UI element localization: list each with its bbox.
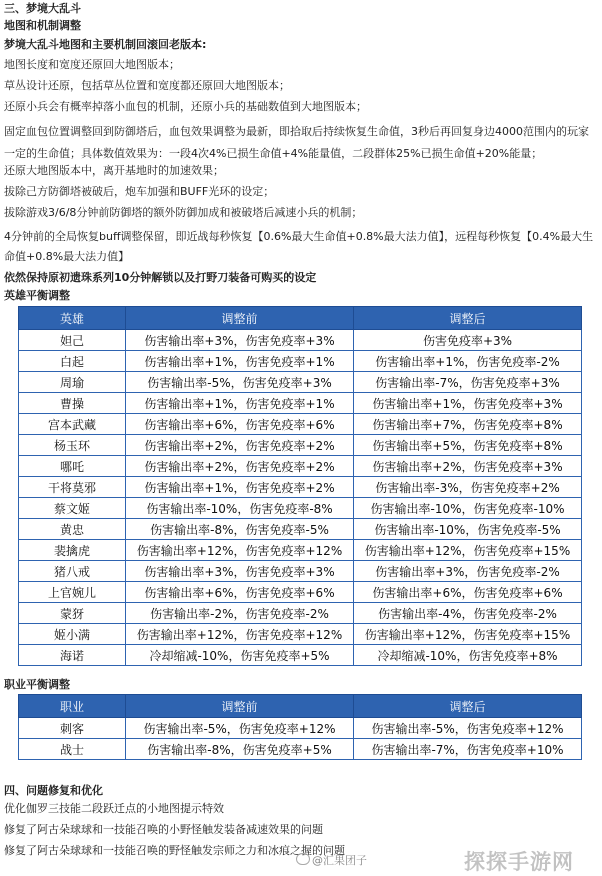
section3-line: 地图长度和宽度还原回大地图版本； (4, 58, 180, 71)
section4-line: 修复了阿古朵球球和一技能召唤的野怪触发宗师之力和冰痕之握的问题 (4, 844, 345, 857)
table-row (19, 414, 582, 435)
name-cell: 海诺 (19, 645, 126, 666)
table-row (19, 498, 582, 519)
table-row (19, 718, 582, 739)
table-row (19, 519, 582, 540)
after-cell: 伤害输出率-7%，伤害免疫率+10% (354, 739, 582, 760)
col-header-after: 调整后 (354, 695, 582, 718)
after-cell: 伤害输出率+5%，伤害免疫率+8% (354, 435, 582, 456)
after-cell: 伤害输出率+3%，伤害免疫率-2% (354, 561, 582, 582)
after-cell: 伤害输出率-5%，伤害免疫率+12% (354, 718, 582, 739)
before-cell: 伤害输出率+6%，伤害免疫率+6% (126, 414, 354, 435)
after-cell: 冷却缩减-10%，伤害免疫率+8% (354, 645, 582, 666)
name-cell: 妲己 (19, 330, 126, 351)
table-row (19, 351, 582, 372)
after-cell: 伤害输出率-10%，伤害免疫率-10% (354, 498, 582, 519)
table-row (19, 540, 582, 561)
name-cell: 蔡文姬 (19, 498, 126, 519)
watermark-text: @汇果团子 (312, 854, 367, 867)
after-cell: 伤害输出率+6%，伤害免疫率+6% (354, 582, 582, 603)
before-cell: 伤害输出率-8%，伤害免疫率-5% (126, 519, 354, 540)
table-row (19, 739, 582, 760)
name-cell: 姬小满 (19, 624, 126, 645)
name-cell: 猪八戒 (19, 561, 126, 582)
name-cell: 上官婉儿 (19, 582, 126, 603)
name-cell: 杨玉环 (19, 435, 126, 456)
after-cell: 伤害输出率+12%，伤害免疫率+15% (354, 540, 582, 561)
after-cell: 伤害输出率+12%，伤害免疫率+15% (354, 624, 582, 645)
weibo-icon (296, 853, 310, 865)
name-cell: 刺客 (19, 718, 126, 739)
section3-line: 拔除游戏3/6/8分钟前防御塔的额外防御加成和被破塔后减速小兵的机制； (4, 206, 363, 219)
hero-balance-table (18, 306, 582, 666)
name-cell: 哪吒 (19, 456, 126, 477)
table-row (19, 456, 582, 477)
class-table-header-row (19, 695, 582, 718)
after-cell: 伤害输出率+2%，伤害免疫率+3% (354, 456, 582, 477)
name-cell: 黄忠 (19, 519, 126, 540)
name-cell: 宫本武藏 (19, 414, 126, 435)
name-cell: 曹操 (19, 393, 126, 414)
before-cell: 伤害输出率+1%，伤害免疫率+1% (126, 351, 354, 372)
class-balance-table (18, 694, 582, 760)
after-cell: 伤害输出率-3%，伤害免疫率+2% (354, 477, 582, 498)
after-cell: 伤害免疫率+3% (354, 330, 582, 351)
before-cell: 伤害输出率+3%，伤害免疫率+3% (126, 330, 354, 351)
name-cell: 战士 (19, 739, 126, 760)
class-table-body (19, 718, 582, 760)
before-cell: 伤害输出率+12%，伤害免疫率+12% (126, 624, 354, 645)
table-row (19, 477, 582, 498)
section3-line: 4分钟前的全局恢复buff调整保留，即近战每秒恢复【0.6%最大生命值+0.8%最大法力值】，远程每秒恢复【0.4%最大生命值+0.8%最大法力值】 (4, 230, 594, 263)
after-cell: 伤害输出率-4%，伤害免疫率-2% (354, 603, 582, 624)
table-row (19, 330, 582, 351)
table-row (19, 435, 582, 456)
section3-line: 固定血包位置调整回到防御塔后，血包效果调整为最新，即拾取后持续恢复生命值，3秒后再回复身边4000范围内的玩家一定的生命值；具体数值效果为：一段4次4%已损生命值+4%能量值，二段群体25%已损生命值+20%能量； (4, 125, 589, 160)
hero-table-header-row (19, 307, 582, 330)
hero-table-title: 英雄平衡调整 (4, 289, 70, 302)
col-header-hero: 英雄 (19, 307, 126, 330)
section3-line: 还原小兵会有概率掉落小血包的机制，还原小兵的基础数值到大地图版本； (4, 100, 367, 113)
table-row (19, 603, 582, 624)
section3-heading: 三、梦境大乱斗 (4, 2, 81, 15)
section3-line: 草丛设计还原，包括草丛位置和宽度都还原回大地图版本； (4, 79, 290, 92)
before-cell: 伤害输出率+3%，伤害免疫率+3% (126, 561, 354, 582)
before-cell: 伤害输出率+1%，伤害免疫率+1% (126, 393, 354, 414)
col-header-class: 职业 (19, 695, 126, 718)
col-header-before: 调整前 (126, 695, 354, 718)
table-row (19, 561, 582, 582)
name-cell: 白起 (19, 351, 126, 372)
after-cell: 伤害输出率-7%，伤害免疫率+3% (354, 372, 582, 393)
table-row (19, 372, 582, 393)
hero-table-body (19, 330, 582, 666)
site-logo: 探探手游网 (464, 850, 574, 874)
after-cell: 伤害输出率+7%，伤害免疫率+8% (354, 414, 582, 435)
section3-lead: 梦境大乱斗地图和主要机制回滚回老版本: (4, 38, 207, 51)
before-cell: 伤害输出率-8%，伤害免疫率+5% (126, 739, 354, 760)
before-cell: 伤害输出率+2%，伤害免疫率+2% (126, 435, 354, 456)
before-cell: 伤害输出率-5%，伤害免疫率+12% (126, 718, 354, 739)
table-row (19, 393, 582, 414)
section3-line: 拔除己方防御塔被破后，炮车加强和BUFF光环的设定； (4, 185, 275, 198)
section4-line: 优化伽罗三技能二段跃迁点的小地图提示特效 (4, 802, 224, 815)
before-cell: 伤害输出率-2%，伤害免疫率-2% (126, 603, 354, 624)
table-row (19, 645, 582, 666)
before-cell: 冷却缩减-10%，伤害免疫率+5% (126, 645, 354, 666)
section3-subheading: 地图和机制调整 (4, 19, 81, 32)
keep-note: 依然保持原初遗珠系列10分钟解锁以及打野刀装备可购买的设定 (4, 271, 317, 284)
before-cell: 伤害输出率+6%，伤害免疫率+6% (126, 582, 354, 603)
table-row (19, 582, 582, 603)
section4-line: 修复了阿古朵球球和一技能召唤的小野怪触发装备减速效果的问题 (4, 823, 323, 836)
before-cell: 伤害输出率+12%，伤害免疫率+12% (126, 540, 354, 561)
before-cell: 伤害输出率+2%，伤害免疫率+2% (126, 456, 354, 477)
col-header-before: 调整前 (126, 307, 354, 330)
name-cell: 干将莫邪 (19, 477, 126, 498)
name-cell: 蒙犽 (19, 603, 126, 624)
name-cell: 周瑜 (19, 372, 126, 393)
before-cell: 伤害输出率-5%，伤害免疫率+3% (126, 372, 354, 393)
after-cell: 伤害输出率+1%，伤害免疫率+3% (354, 393, 582, 414)
section3-line: 还原大地图版本中，离开基地时的加速效果； (4, 164, 224, 177)
after-cell: 伤害输出率+1%，伤害免疫率-2% (354, 351, 582, 372)
after-cell: 伤害输出率-10%，伤害免疫率-5% (354, 519, 582, 540)
name-cell: 裴擒虎 (19, 540, 126, 561)
col-header-after: 调整后 (354, 307, 582, 330)
class-table-title: 职业平衡调整 (4, 678, 70, 691)
table-row (19, 624, 582, 645)
before-cell: 伤害输出率+1%，伤害免疫率+2% (126, 477, 354, 498)
section4-heading: 四、问题修复和优化 (4, 784, 103, 797)
before-cell: 伤害输出率-10%，伤害免疫率-8% (126, 498, 354, 519)
